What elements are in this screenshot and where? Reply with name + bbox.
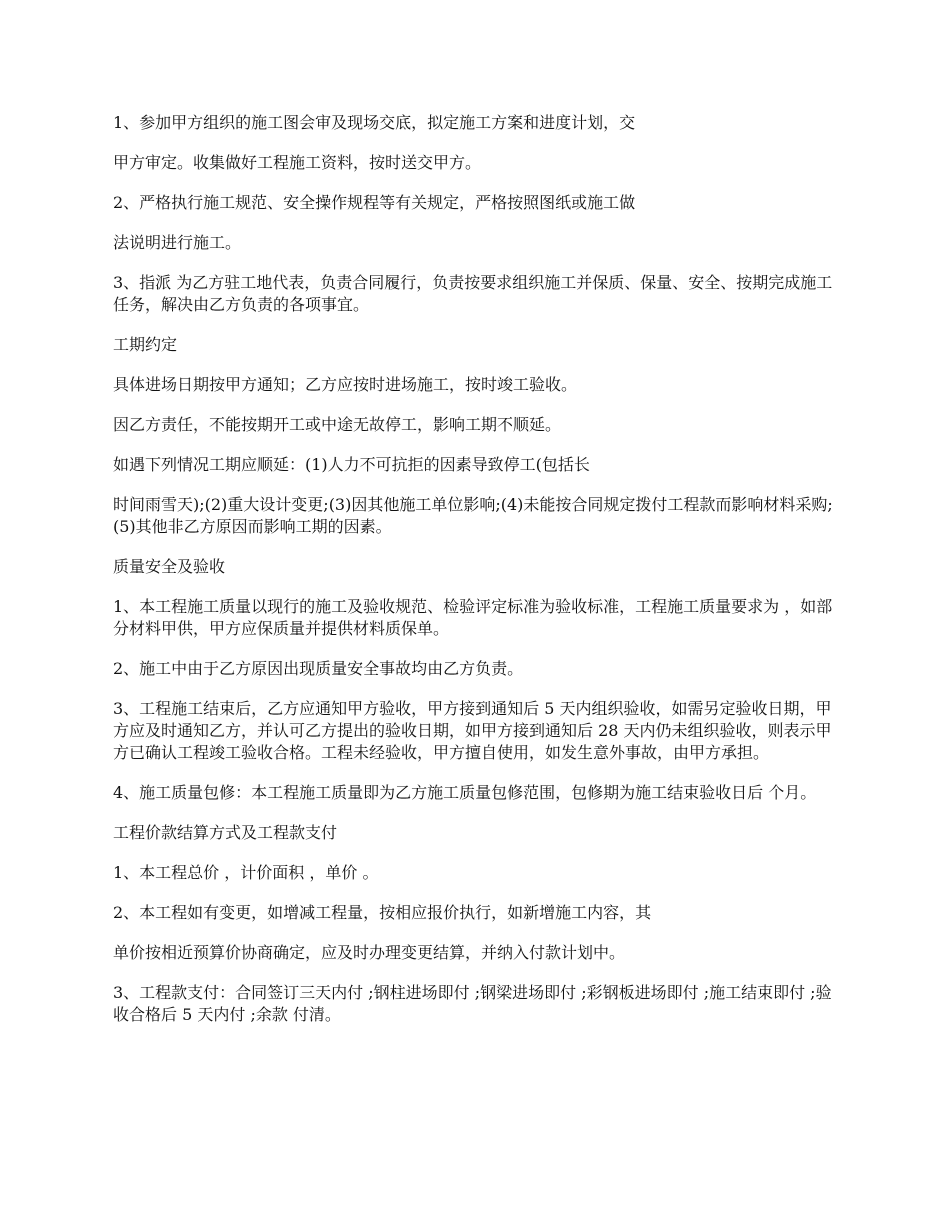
section-heading-quality: 质量安全及验收	[113, 557, 226, 576]
paragraph-13: 4、施工质量包修：本工程施工质量即为乙方施工质量包修范围，包修期为施工结束验收日后 个月。	[113, 783, 817, 802]
paragraph-4: 法说明进行施工。	[113, 233, 242, 252]
paragraph-2: 甲方审定。收集做好工程施工资料，按时送交甲方。	[113, 153, 482, 172]
paragraph-3: 2、严格执行施工规范、安全操作规程等有关规定，严格按照图纸或施工做	[113, 193, 636, 212]
paragraph-12: 3、工程施工结束后，乙方应通知甲方验收，甲方接到通知后 5 天内组织验收，如需另定验收日期，甲方应及时通知乙方，并认可乙方提出的验收日期，如甲方接到通知后 28 天内仍未组织验收，则表示甲方已确认工程竣工验收合格。工程未经验收，甲方擅自使用，如发生意外事故，由甲方承担。	[113, 699, 832, 762]
paragraph-6: 具体进场日期按甲方通知；乙方应按时进场施工，按时竣工验收。	[113, 375, 578, 394]
paragraph-8: 如遇下列情况工期应顺延：(1)人力不可抗拒的因素导致停工(包括长	[113, 455, 590, 474]
paragraph-14: 1、本工程总价 ，计价面积 ，单价 。	[113, 863, 379, 882]
paragraph-11: 2、施工中由于乙方原因出现质量安全事故均由乙方负责。	[113, 659, 524, 678]
paragraph-17: 3、工程款支付：合同签订三天内付 ;钢柱进场即付 ;钢梁进场即付 ;彩钢板进场即付 ;施工结束即付 ;验收合格后 5 天内付 ;余款 付清。	[113, 983, 832, 1024]
paragraph-15: 2、本工程如有变更，如增减工程量，按相应报价执行，如新增施工内容，其	[113, 903, 652, 922]
paragraph-7: 因乙方责任，不能按期开工或中途无故停工，影响工期不顺延。	[113, 415, 562, 434]
document-page	[113, 112, 833, 1044]
paragraph-5: 3、指派 为乙方驻工地代表，负责合同履行，负责按要求组织施工并保质、保量、安全、按期完成施工任务，解决由乙方负责的各项事宜。	[113, 273, 833, 314]
section-heading-payment: 工程价款结算方式及工程款支付	[113, 823, 338, 842]
paragraph-10: 1、本工程施工质量以现行的施工及验收规范、检验评定标准为验收标准，工程施工质量要求为 ，如部分材料甲供，甲方应保质量并提供材料质保单。	[113, 597, 833, 638]
paragraph-9: 时间雨雪天);(2)重大设计变更;(3)因其他施工单位影响;(4)未能按合同规定拨付工程款而影响材料采购;(5)其他非乙方原因而影响工期的因素。	[113, 495, 833, 536]
paragraph-1: 1、参加甲方组织的施工图会审及现场交底，拟定施工方案和进度计划，交	[113, 113, 636, 132]
section-heading-schedule: 工期约定	[113, 335, 178, 354]
paragraph-16: 单价按相近预算价协商确定，应及时办理变更结算，并纳入付款计划中。	[113, 943, 626, 962]
